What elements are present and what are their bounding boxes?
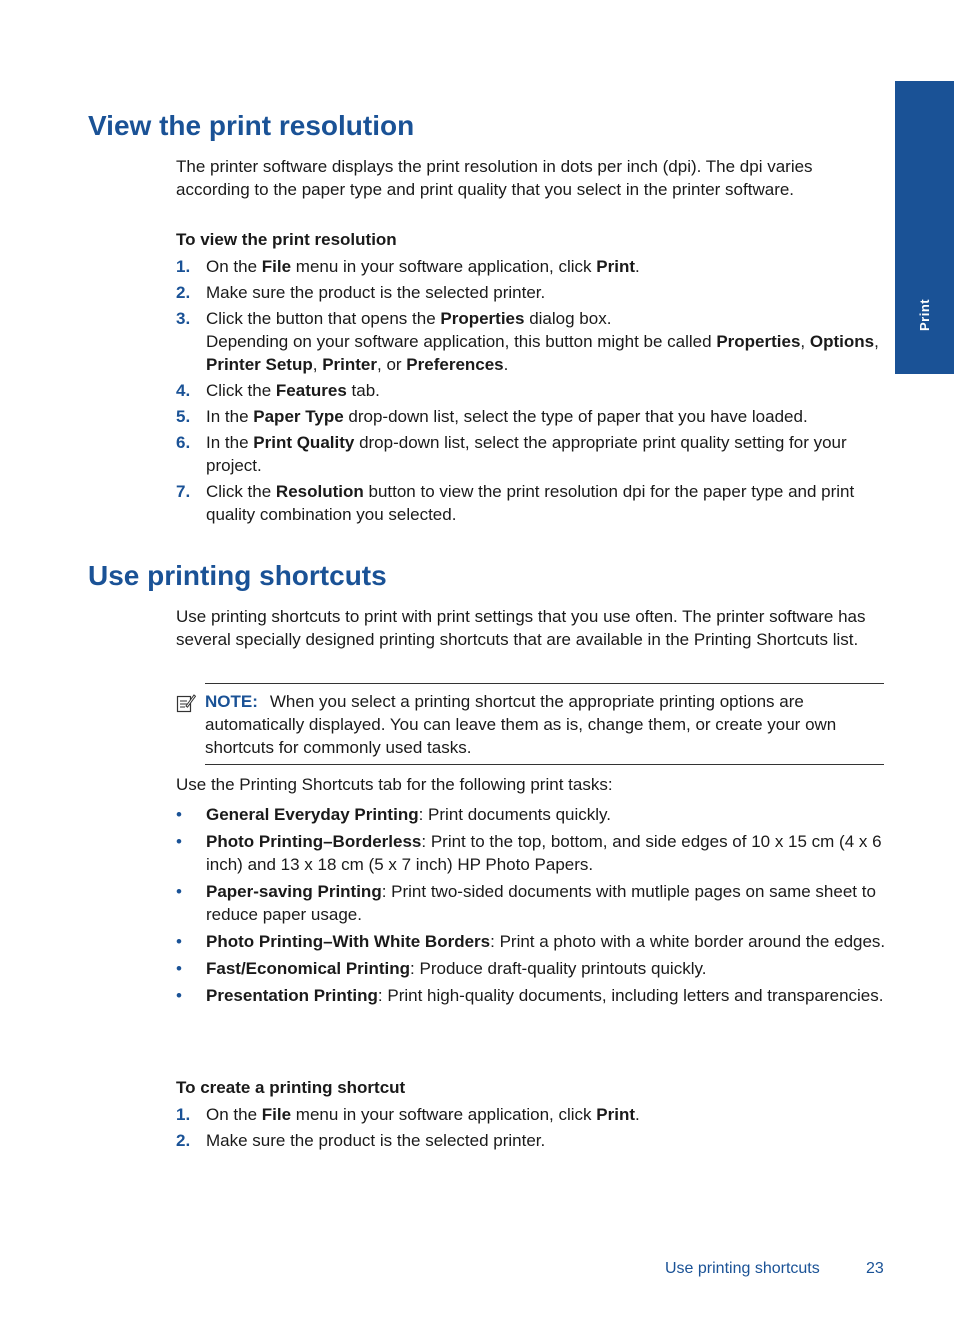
- shortcut-tasks: [176, 803, 886, 1007]
- print-resolution-intro: [176, 155, 886, 201]
- intro-paragraph: Use printing shortcuts to print with print settings that you use often. The printer software has several specially designed printing shortcuts that are available in the Printing Shortcuts list.: [176, 607, 866, 649]
- bullet-icon: •: [176, 805, 182, 824]
- step-number: 1.: [176, 1105, 191, 1124]
- section-heading-print-resolution: View the print resolution: [88, 110, 415, 141]
- note-icon: [176, 693, 196, 713]
- note-content: [205, 690, 884, 759]
- bold-term: Photo Printing–With White Borders: [206, 932, 491, 951]
- bold-term: Printer Setup: [206, 355, 313, 374]
- list-item: [176, 880, 886, 926]
- text-run: tab.: [346, 381, 380, 400]
- text-run: On the: [206, 257, 262, 276]
- text-run: menu in your software application, click: [291, 257, 597, 276]
- bold-term: Preferences: [406, 355, 504, 374]
- text-run: , or: [377, 355, 407, 374]
- step-note: [206, 330, 886, 376]
- text-run: drop-down list, select the type of paper that you have loaded.: [343, 407, 808, 426]
- steps-list: [176, 255, 886, 526]
- bold-term: General Everyday Printing: [206, 805, 419, 824]
- step-text: [206, 255, 886, 278]
- bold-term: Features: [275, 381, 347, 400]
- text-run: Depending on your software application, this button might be called: [206, 332, 717, 351]
- section-heading-printing-shortcuts: Use printing shortcuts: [88, 560, 387, 591]
- text-run: Make sure the product is the selected printer.: [206, 1131, 546, 1150]
- step-item: [176, 255, 886, 278]
- text-run: ,: [874, 332, 879, 351]
- text-run: : Print high-quality documents, including letters and transparencies.: [377, 986, 884, 1005]
- step-text: [206, 1103, 886, 1126]
- bold-term: File: [261, 1105, 292, 1124]
- step-text: [206, 480, 886, 526]
- text-run: button to view the print resolution dpi for the paper type and print quality combination you selected.: [206, 482, 855, 524]
- text-run: : Print documents quickly.: [418, 805, 612, 824]
- step-item: [176, 307, 886, 376]
- list-item-text: [206, 930, 886, 953]
- bold-term: Presentation Printing: [206, 986, 378, 1005]
- steps-list: [176, 1103, 886, 1152]
- bullet-list: [176, 803, 886, 1007]
- bold-term: Photo Printing–Borderless: [206, 832, 422, 851]
- note-label: NOTE:: [205, 692, 258, 711]
- text-run: .: [503, 355, 509, 374]
- step-text: [206, 281, 886, 304]
- bullet-icon: •: [176, 959, 182, 978]
- step-item: [176, 1103, 886, 1126]
- text-run: drop-down list, select the appropriate print quality setting for your project.: [206, 433, 847, 475]
- step-number: 6.: [176, 433, 191, 452]
- list-item: [176, 830, 886, 876]
- bold-term: Properties: [716, 332, 801, 351]
- list-item: [176, 803, 886, 826]
- bold-term: Resolution: [275, 482, 364, 501]
- bold-term: Print Quality: [253, 433, 355, 452]
- step-item: [176, 431, 886, 477]
- list-item: [176, 930, 886, 953]
- text-run: : Print a photo with a white border around the edges.: [490, 932, 886, 951]
- step-item: [176, 480, 886, 526]
- bullet-icon: •: [176, 932, 182, 951]
- tasks-intro: [176, 773, 886, 796]
- procedure-create-shortcut: [176, 1076, 886, 1152]
- bold-term: Print: [596, 1105, 635, 1124]
- list-item-text: [206, 880, 886, 926]
- bold-term: Fast/Economical Printing: [206, 959, 411, 978]
- list-item-text: [206, 830, 886, 876]
- text-run: menu in your software application, click: [291, 1105, 597, 1124]
- list-item-text: [206, 957, 886, 980]
- step-item: [176, 281, 886, 304]
- page-number: 23: [866, 1260, 884, 1277]
- list-item: [176, 957, 886, 980]
- step-item: [176, 405, 886, 428]
- list-item-text: [206, 984, 886, 1007]
- step-number: 1.: [176, 257, 191, 276]
- note-box: [205, 683, 884, 765]
- text-run: ,: [312, 355, 323, 374]
- text-run: : Print to the top, bottom, and side edges of 10 x 15 cm (4 x 6 inch) and 13 x 18 cm (5 x 7 inch) HP Photo Papers.: [206, 832, 882, 874]
- step-number: 2.: [176, 283, 191, 302]
- bold-term: Paper-saving Printing: [206, 882, 382, 901]
- chapter-side-tab: [895, 81, 954, 374]
- note-text: When you select a printing shortcut the appropriate printing options are automatically displayed. You can leave them as is, change them, or create your own shortcuts for commonly used tasks.: [205, 692, 837, 757]
- bold-term: Properties: [440, 309, 525, 328]
- step-text: [206, 1129, 886, 1152]
- text-run: In the: [206, 407, 254, 426]
- step-text: [206, 307, 886, 330]
- bold-term: Paper Type: [253, 407, 344, 426]
- text-run: Click the: [206, 381, 276, 400]
- step-number: 7.: [176, 482, 191, 501]
- procedure-title: To create a printing shortcut: [176, 1078, 406, 1097]
- step-text: [206, 379, 886, 402]
- bold-term: Print: [596, 257, 635, 276]
- text-run: : Print two-sided documents with mutliple pages on same sheet to reduce paper usage.: [206, 882, 876, 924]
- step-number: 5.: [176, 407, 191, 426]
- text-run: ,: [800, 332, 810, 351]
- footer-section-title: Use printing shortcuts: [665, 1260, 820, 1277]
- bullet-icon: •: [176, 882, 182, 901]
- chapter-side-tab-label: Print: [917, 298, 932, 331]
- step-item: [176, 1129, 886, 1152]
- list-item: [176, 984, 886, 1007]
- bold-term: Printer: [322, 355, 377, 374]
- text-run: .: [635, 257, 640, 276]
- intro-paragraph: The printer software displays the print resolution in dots per inch (dpi). The dpi varies according to the paper type and print quality that you select in the printer software.: [176, 157, 813, 199]
- text-run: Click the button that opens the: [206, 309, 441, 328]
- text-run: Make sure the product is the selected printer.: [206, 283, 546, 302]
- text-run: .: [635, 1105, 640, 1124]
- step-text: [206, 405, 886, 428]
- text-run: dialog box.: [524, 309, 612, 328]
- text-run: Click the: [206, 482, 276, 501]
- step-number: 3.: [176, 309, 191, 328]
- step-number: 2.: [176, 1131, 191, 1150]
- list-item-text: [206, 803, 886, 826]
- text-run: : Produce draft-quality printouts quickly.: [410, 959, 707, 978]
- step-item: [176, 379, 886, 402]
- bullet-icon: •: [176, 832, 182, 851]
- bullet-icon: •: [176, 986, 182, 1005]
- procedure-title: To view the print resolution: [176, 230, 397, 249]
- shortcuts-intro: [176, 605, 886, 651]
- text-run: In the: [206, 433, 254, 452]
- procedure-view-resolution: [176, 228, 886, 526]
- bold-term: File: [261, 257, 292, 276]
- text-run: On the: [206, 1105, 262, 1124]
- step-text: [206, 431, 886, 477]
- bold-term: Options: [809, 332, 875, 351]
- step-number: 4.: [176, 381, 191, 400]
- tasks-intro-text: Use the Printing Shortcuts tab for the following print tasks:: [176, 775, 613, 794]
